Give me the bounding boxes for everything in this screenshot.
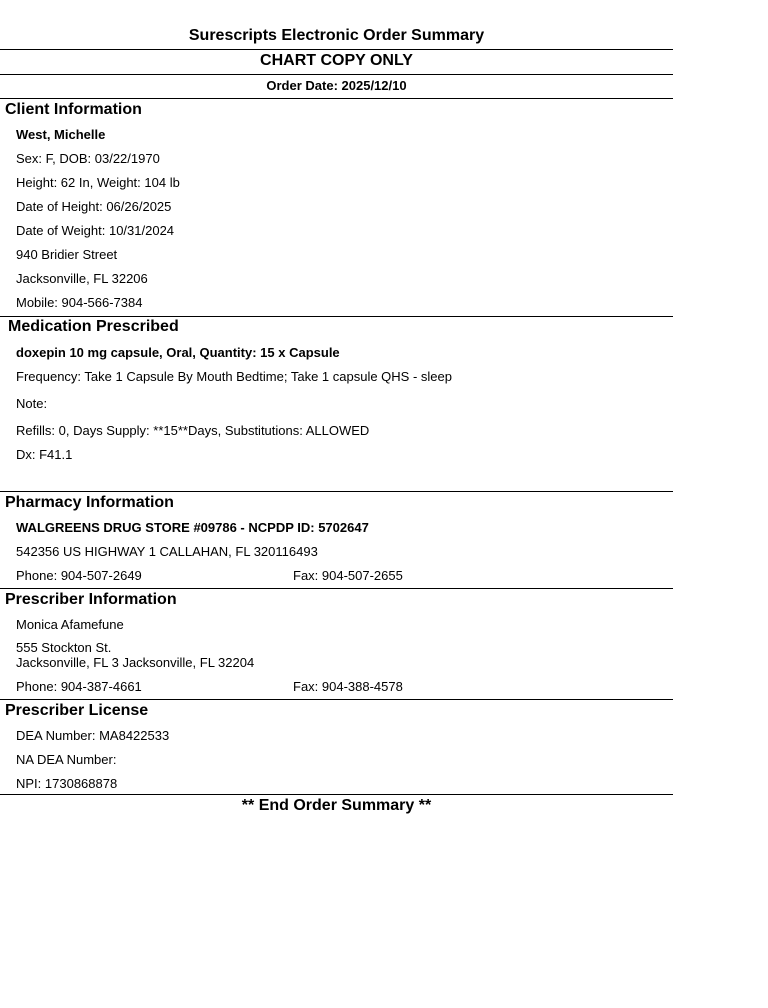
chart-copy-label: CHART COPY ONLY: [260, 52, 413, 69]
divider: [0, 316, 673, 317]
end-order-summary: ** End Order Summary **: [241, 797, 432, 814]
medication-note: Note:: [16, 396, 48, 411]
prescriber-fax: Fax: 904-388-4578: [293, 679, 403, 694]
pharmacy-fax: Fax: 904-507-2655: [293, 568, 403, 583]
client-information-heading: Client Information: [5, 101, 142, 118]
medication-refills: Refills: 0, Days Supply: **15**Days, Substitutions: ALLOWED: [16, 423, 370, 438]
license-heading: Prescriber License: [5, 702, 149, 719]
client-name: West, Michelle: [16, 127, 106, 142]
medication-dx: Dx: F41.1: [16, 447, 73, 462]
client-sex-dob: Sex: F, DOB: 03/22/1970: [16, 151, 160, 166]
divider: [0, 98, 673, 99]
divider: [0, 794, 673, 795]
divider: [0, 588, 673, 589]
license-na-dea: NA DEA Number:: [16, 752, 117, 767]
license-npi: NPI: 1730868878: [16, 776, 118, 791]
client-mobile: Mobile: 904-566-7384: [16, 295, 143, 310]
divider: [0, 491, 673, 492]
prescriber-heading: Prescriber Information: [5, 591, 177, 608]
order-date: Order Date: 2025/12/10: [266, 78, 407, 93]
client-date-of-height: Date of Height: 06/26/2025: [16, 199, 172, 214]
prescriber-name: Monica Afamefune: [16, 617, 124, 632]
prescriber-address-line2: Jacksonville, FL 3 Jacksonville, FL 32204: [16, 655, 255, 670]
client-street: 940 Bridier Street: [16, 247, 118, 262]
divider: [0, 74, 673, 75]
client-height-weight: Height: 62 In, Weight: 104 lb: [16, 175, 180, 190]
medication-drug: doxepin 10 mg capsule, Oral, Quantity: 15 x Capsule: [16, 345, 340, 360]
medication-frequency: Frequency: Take 1 Capsule By Mouth Bedtime; Take 1 capsule QHS - sleep: [16, 369, 452, 384]
pharmacy-phone: Phone: 904-507-2649: [16, 568, 142, 583]
pharmacy-name: WALGREENS DRUG STORE #09786 - NCPDP ID: 5702647: [16, 520, 369, 535]
license-dea: DEA Number: MA8422533: [16, 728, 170, 743]
prescriber-address-line1: 555 Stockton St.: [16, 640, 112, 655]
divider: [0, 49, 673, 50]
pharmacy-address: 542356 US HIGHWAY 1 CALLAHAN, FL 320116493: [16, 544, 318, 559]
document-title: Surescripts Electronic Order Summary: [188, 27, 485, 44]
client-date-of-weight: Date of Weight: 10/31/2024: [16, 223, 175, 238]
prescriber-phone: Phone: 904-387-4661: [16, 679, 142, 694]
medication-heading: Medication Prescribed: [8, 318, 179, 335]
pharmacy-heading: Pharmacy Information: [5, 494, 174, 511]
client-city-state-zip: Jacksonville, FL 32206: [16, 271, 148, 286]
divider: [0, 699, 673, 700]
